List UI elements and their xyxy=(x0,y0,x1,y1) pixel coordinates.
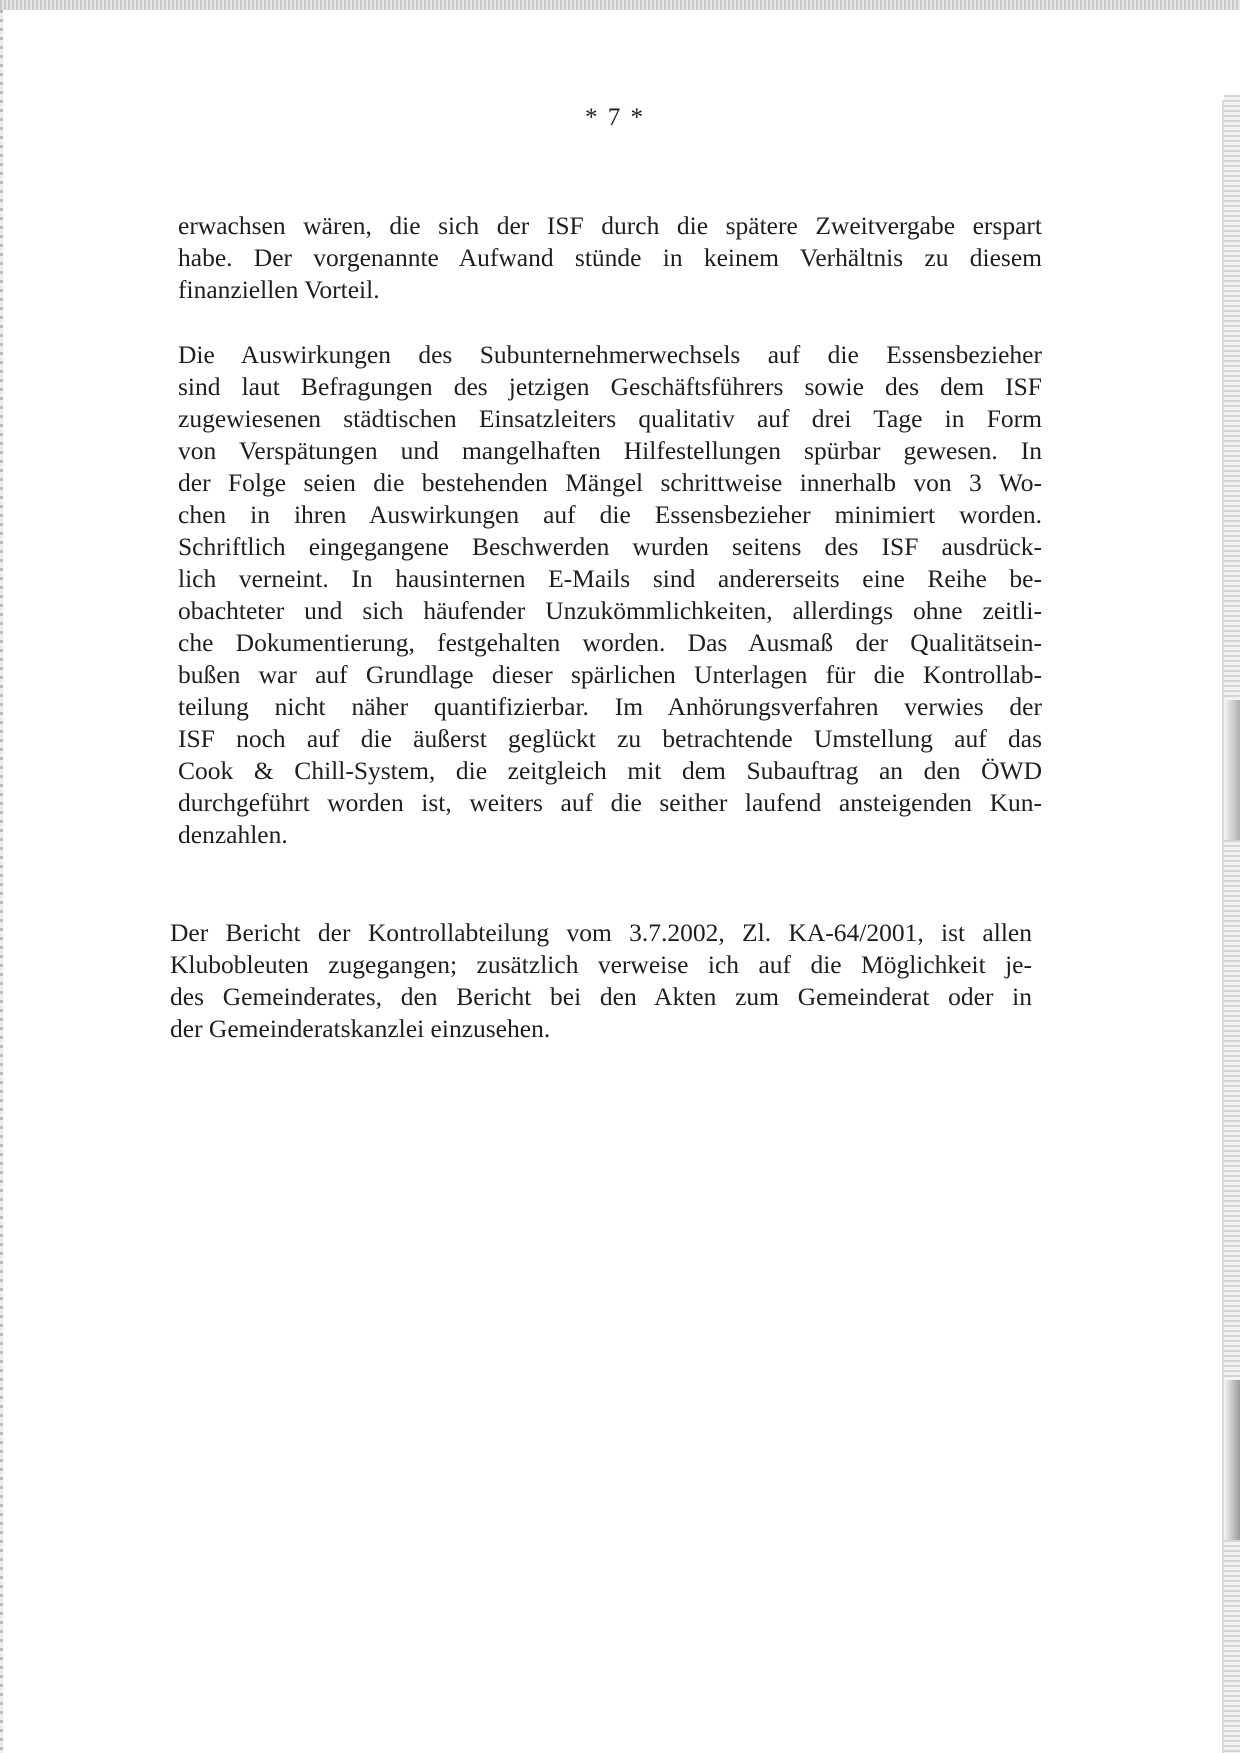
paragraph-effects-on-customers xyxy=(178,339,1042,851)
page-number: * 7 * xyxy=(585,104,645,131)
scan-shadow-lower xyxy=(1224,1380,1240,1540)
text-line: des Gemeinderates, den Bericht bei den Akten zum Gemeinderat oder in xyxy=(170,982,1032,1011)
paragraph-cost-comparison xyxy=(178,210,1042,306)
text-line: der Gemeinderatskanzlei einzusehen. xyxy=(170,1014,551,1043)
text-line: chen in ihren Auswirkungen auf die Essensbezieher minimiert worden. xyxy=(178,500,1042,529)
text-line: bußen war auf Grundlage dieser spärlichen Unterlagen für die Kontrollab- xyxy=(178,660,1042,689)
text-line: habe. Der vorgenannte Aufwand stünde in keinem Verhältnis zu diesem xyxy=(178,243,1042,272)
text-line: lich verneint. In hausinternen E-Mails sind andererseits eine Reihe be- xyxy=(178,564,1042,593)
text-line: von Verspätungen und mangelhaften Hilfestellungen spürbar gewesen. In xyxy=(178,436,1042,465)
scan-edge-top xyxy=(0,0,1240,10)
text-line: Schriftlich eingegangene Beschwerden wurden seitens des ISF ausdrück- xyxy=(178,532,1042,561)
text-line: Klubobleuten zugegangen; zusätzlich verweise ich auf die Möglichkeit je- xyxy=(170,950,1032,979)
paragraph-report-notice xyxy=(170,917,1032,1045)
text-line: Der Bericht der Kontrollabteilung vom 3.7.2002, Zl. KA-64/2001, ist allen xyxy=(170,918,1032,947)
scan-shadow-upper xyxy=(1224,700,1240,840)
text-line: Cook & Chill-System, die zeitgleich mit dem Subauftrag an den ÖWD xyxy=(178,756,1042,785)
text-line: teilung nicht näher quantifizierbar. Im Anhörungsverfahren verwies der xyxy=(178,692,1042,721)
text-line: sind laut Befragungen des jetzigen Geschäftsführers sowie des dem ISF xyxy=(178,372,1042,401)
text-line: durchgeführt worden ist, weiters auf die seither laufend ansteigenden Kun- xyxy=(178,788,1042,817)
text-line: obachteter und sich häufender Unzukömmlichkeiten, allerdings ohne zeitli- xyxy=(178,596,1042,625)
text-line: ISF noch auf die äußerst geglückt zu betrachtende Umstellung auf das xyxy=(178,724,1042,753)
text-line: finanziellen Vorteil. xyxy=(178,275,380,304)
text-line: erwachsen wären, die sich der ISF durch die spätere Zweitvergabe erspart xyxy=(178,211,1042,240)
scan-page-border xyxy=(1222,100,1224,1753)
text-line: Die Auswirkungen des Subunternehmerwechsels auf die Essensbezieher xyxy=(178,340,1042,369)
text-line: der Folge seien die bestehenden Mängel schrittweise innerhalb von 3 Wo- xyxy=(178,468,1042,497)
scan-edge-left xyxy=(0,10,3,1753)
text-line: denzahlen. xyxy=(178,820,288,849)
text-line: zugewiesenen städtischen Einsatzleiters qualitativ auf drei Tage in Form xyxy=(178,404,1042,433)
text-line: che Dokumentierung, festgehalten worden. Das Ausmaß der Qualitätsein- xyxy=(178,628,1042,657)
